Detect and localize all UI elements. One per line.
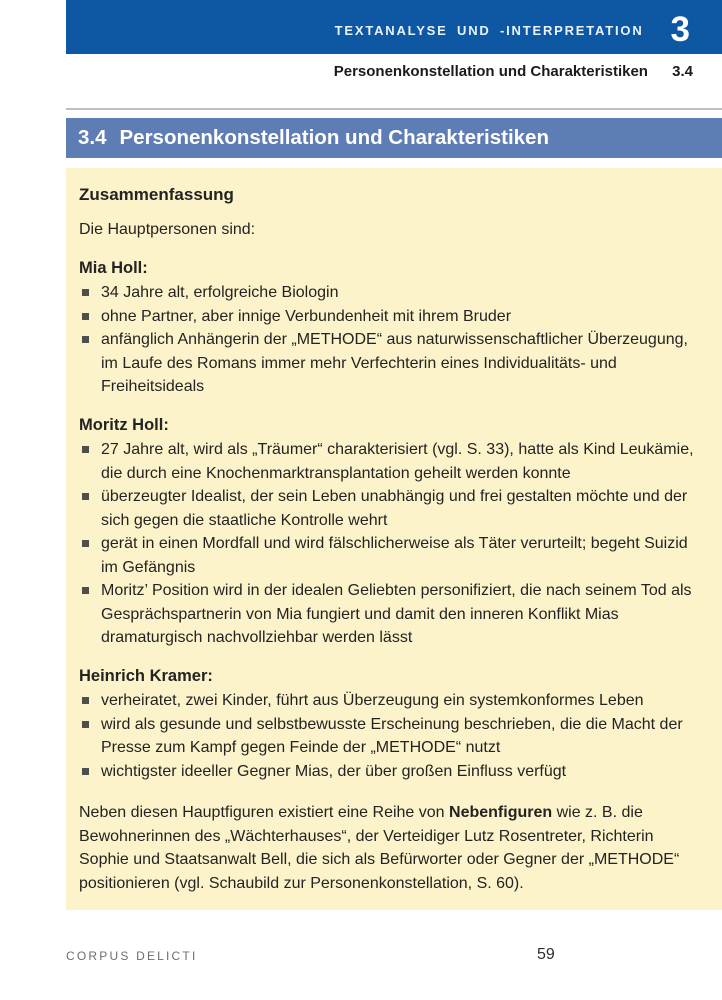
running-head-number: 3.4 (672, 63, 693, 80)
text-run: überzeugter Idealist, der sein Leben unabhängig und frei gestalten möchte und der sich gegen die staatliche Kontrolle wehrt (101, 488, 688, 529)
summary-box (66, 168, 722, 910)
bullet-item (79, 689, 700, 713)
bullet-square-icon (82, 587, 89, 594)
bullet-square-icon (82, 313, 89, 320)
bullet-square-icon (82, 768, 89, 775)
text-run: verheiratet, zwei Kinder, führt aus Überzeugung ein systemkonformes Leben (101, 692, 644, 709)
bullet-square-icon (82, 289, 89, 296)
chapter-title: TEXTANALYSE UND -INTERPRETATION (334, 22, 644, 38)
bullet-square-icon (82, 446, 89, 453)
bullet-square-icon (82, 697, 89, 704)
bullet-item (79, 305, 700, 329)
bullet-item (79, 328, 700, 399)
text-run: 27 Jahre alt, wird als „Träumer“ charakterisiert (vgl. S. 33), hatte als Kind Leukämie, die durch eine Knochenmarktransplantation geheilt werden konnte (101, 441, 694, 482)
chapter-header-bar (66, 0, 722, 54)
bullet-text (101, 438, 700, 485)
text-run: Neben diesen Hauptfiguren existiert eine Reihe von (79, 804, 450, 821)
section-title: Personenkonstellation und Charakteristiken (119, 126, 549, 149)
running-head (66, 63, 693, 80)
bullet-item (79, 713, 700, 760)
bullet-list (79, 689, 700, 783)
character-name-heading: Mia Holl: (79, 258, 148, 277)
bullet-text (101, 713, 700, 760)
bullet-item (79, 760, 700, 784)
bullet-item (79, 532, 700, 579)
bullet-item (79, 438, 700, 485)
footer-book-title: CORPUS DELICTI (66, 949, 198, 963)
paragraph (79, 218, 700, 242)
text-run: gerät in einen Mordfall und wird fälschlicherweise als Täter verurteilt; begeht Suizid im Gefängnis (101, 535, 688, 576)
bullet-text (101, 281, 700, 305)
text-run: ohne Partner, aber innige Verbundenheit mit ihrem Bruder (101, 307, 512, 325)
horizontal-rule (66, 108, 722, 110)
summary-heading: Zusammenfassung (79, 185, 234, 204)
section-number: 3.4 (78, 126, 107, 149)
bullet-item (79, 281, 700, 305)
bullet-list (79, 438, 700, 650)
bullet-square-icon (82, 721, 89, 728)
bullet-list (79, 281, 700, 399)
text-run: wie z. B. die Bewohnerinnen des „Wächterhauses“, der Verteidiger Lutz Rosentreter, Richterin Sophie und Staatsanwalt Bell, die sich als Befürworter oder Gegner der „METHODE“ positionieren (vgl. Schaubild zur Personenkonstellation, S. 60). (79, 804, 680, 892)
text-run: wird als gesunde und selbstbewusste Erscheinung beschrieben, die die Macht der Presse zum Kampf gegen Feinde der „METHODE“ nutzt (101, 715, 683, 756)
bullet-square-icon (82, 540, 89, 547)
paragraph (79, 801, 700, 895)
bullet-square-icon (82, 493, 89, 500)
bullet-text (101, 485, 700, 532)
bullet-item (79, 579, 700, 650)
bold-text-run: Nebenfiguren (449, 804, 553, 821)
bullet-text (101, 579, 700, 650)
bullet-text (101, 760, 700, 784)
text-run: anfänglich Anhängerin der „METHODE“ aus naturwissenschaftlicher Überzeugung, im Laufe des Romans immer mehr Verfechterin eines Individualitäts- und Freiheitsideals (101, 331, 688, 395)
text-run: Die Hauptpersonen sind: (79, 221, 256, 238)
bullet-item (79, 485, 700, 532)
footer-page-number: 59 (537, 946, 555, 963)
character-name-heading: Heinrich Kramer: (79, 666, 213, 685)
chapter-number: 3 (670, 9, 690, 49)
running-head-title: Personenkonstellation und Charakteristiken (333, 63, 648, 80)
text-run: 34 Jahre alt, erfolgreiche Biologin (101, 284, 339, 301)
bullet-text (101, 532, 700, 579)
character-name-heading: Moritz Holl: (79, 415, 169, 434)
section-heading-bar (66, 118, 722, 158)
bullet-text (101, 328, 700, 399)
text-run: Moritz’ Position wird in der idealen Geliebten personifiziert, die nach seinem Tod als Gesprächspartnerin von Mia fungiert und damit den inneren Konflikt Mias dramaturgisch nachvollziehbar werden lässt (101, 582, 692, 646)
text-run: wichtigster ideeller Gegner Mias, der über großen Einfluss verfügt (101, 762, 567, 780)
bullet-text (101, 305, 700, 329)
bullet-text (101, 689, 700, 713)
bullet-square-icon (82, 336, 89, 343)
